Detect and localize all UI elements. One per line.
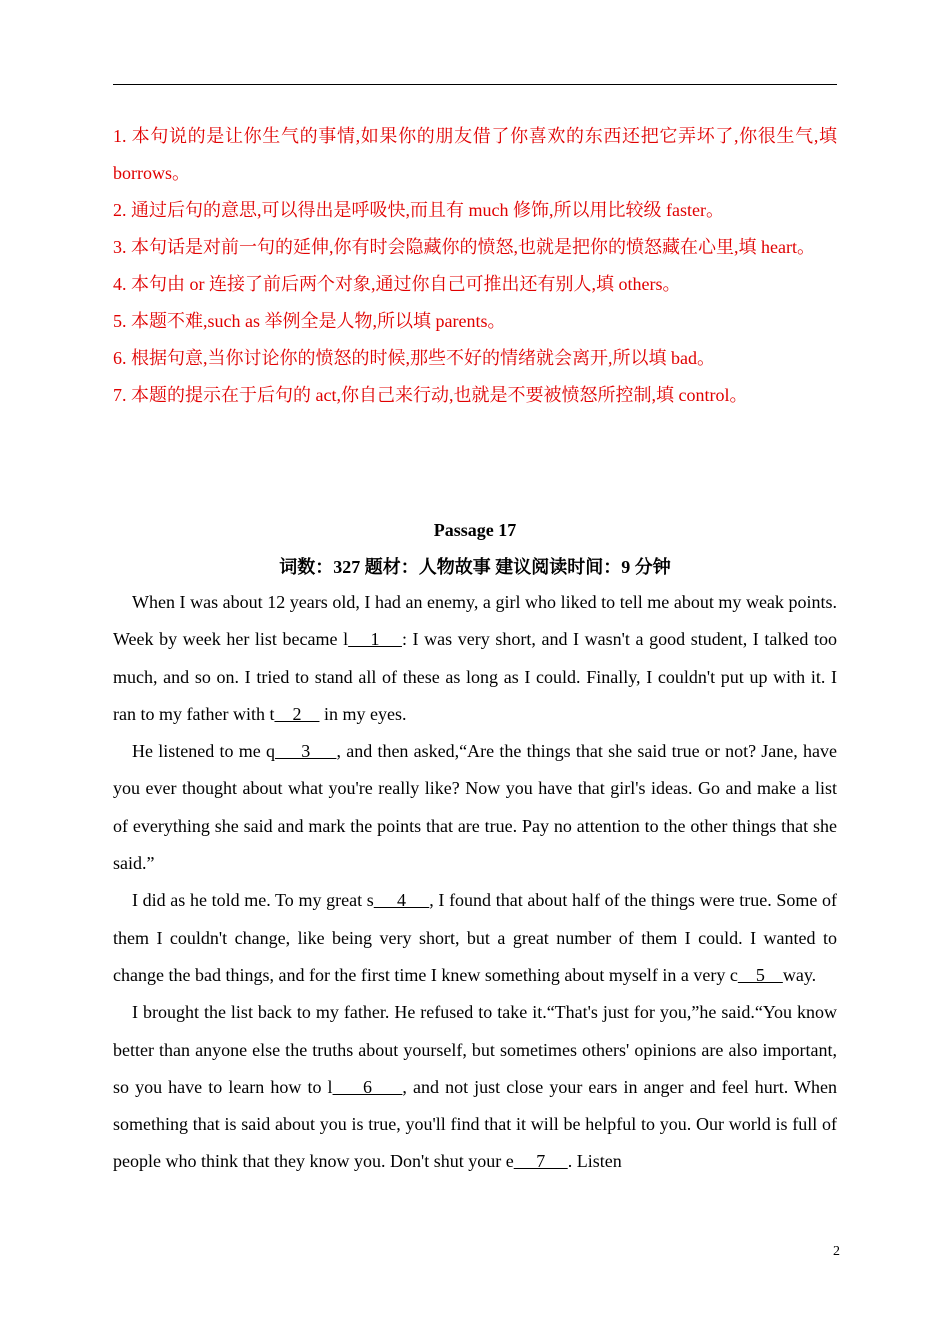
answer-2: 2. 通过后句的意思,可以得出是呼吸快,而且有 much 修饰,所以用比较级 faster。 <box>113 200 724 220</box>
text: When I was about 12 years old, I had an enemy, a girl who liked to tell me about my weak points. Week by week her list became l <box>113 592 837 650</box>
answer-6: 6. 根据句意,当你讨论你的愤怒的时候,那些不好的情绪就会离开,所以填 bad。 <box>113 348 715 368</box>
passage-meta: 词数：327 题材：人物故事 建议阅读时间：9 分钟 <box>279 557 671 577</box>
text: way. <box>782 964 817 985</box>
blank-4: 4 <box>373 890 430 911</box>
page-number: 2 <box>833 1244 840 1259</box>
paragraph-2 <box>113 733 837 882</box>
text: I brought the list back to my father. He refused to take it.“That's just for you,”he said.“You know better than anyone else the truths about yourself, but sometimes others' opinions are also important, so you have to learn how to l <box>113 1002 837 1097</box>
answer-1: 1. 本句说的是让你生气的事情,如果你的朋友借了你喜欢的东西还把它弄坏了,你很生气,填 borrows。 <box>113 126 837 183</box>
answer-5: 5. 本题不难,such as 举例全是人物,所以填 parents。 <box>113 311 506 331</box>
blank-7: 7 <box>513 1151 568 1172</box>
text: , I found that about half of the things were true. Some of them I couldn't change, like being very short, but a great number of them I could. I wanted to change the bad things, and for the first time I knew something about myself in a very c <box>113 890 837 985</box>
passage-body <box>113 584 837 1181</box>
text: , and then asked,“Are the things that she said true or not? Jane, have you ever thought about what you're really like? Now you have that girl's ideas. Go and make a list of everything she said and mark the points that are true. Pay no attention to the other things that she said.” <box>113 741 838 874</box>
passage-title: Passage 17 <box>433 520 517 540</box>
blank-5: 5 <box>737 964 783 985</box>
text: He listened to me q <box>132 741 275 762</box>
text: . Listen <box>567 1151 622 1172</box>
header-rule <box>113 84 837 85</box>
paragraph-1 <box>113 584 837 733</box>
paragraph-3 <box>113 882 837 994</box>
blank-1: 1 <box>348 629 402 650</box>
blank-2: 2 <box>274 703 320 724</box>
answer-4: 4. 本句由 or 连接了前后两个对象,通过你自己可推出还有别人,填 others。 <box>113 274 681 294</box>
text: , and not just close your ears in anger and feel hurt. When something that is said about you is true, you'll find that it will be helpful to you. Our world is full of people who think that they know you. Don't shut your e <box>113 1076 837 1172</box>
answer-7: 7. 本题的提示在于后句的 act,你自己来行动,也就是不要被愤怒所控制,填 control。 <box>113 385 748 405</box>
text: : I was very short, and I wasn't a good student, I talked too much, and so on. I tried to stand all of these as long as I could. Finally, I couldn't put up with it. I ran to my father with t <box>113 629 837 724</box>
passage-header <box>113 512 837 586</box>
answer-explanations <box>113 118 837 414</box>
answer-3: 3. 本句话是对前一句的延伸,你有时会隐藏你的愤怒,也就是把你的愤怒藏在心里,填 heart。 <box>113 237 815 257</box>
blank-6: 6 <box>332 1076 403 1097</box>
blank-3: 3 <box>274 741 337 762</box>
text: I did as he told me. To my great s <box>132 890 374 911</box>
paragraph-4 <box>113 994 837 1180</box>
text: in my eyes. <box>319 703 407 724</box>
